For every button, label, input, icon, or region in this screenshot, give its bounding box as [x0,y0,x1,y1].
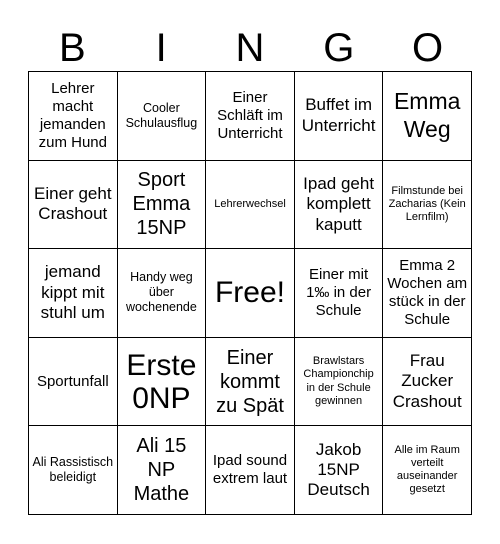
bingo-cell-5-3[interactable]: Ipad sound extrem laut [206,426,295,515]
bingo-cell-1-5[interactable]: Emma Weg [383,72,472,161]
bingo-cell-1-2[interactable]: Cooler Schulausflug [118,72,207,161]
bingo-cell-2-5[interactable]: Filmstunde bei Zacharias (Kein Lernfilm) [383,161,472,250]
bingo-cell-3-3-free[interactable]: Free! [206,249,295,338]
bingo-cell-4-5[interactable]: Frau Zucker Crashout [383,338,472,427]
bingo-board [28,71,472,515]
bingo-cell-5-2[interactable]: Ali 15 NP Mathe [118,426,207,515]
bingo-cell-1-4[interactable]: Buffet im Unterricht [295,72,384,161]
header-letter-b: B [59,26,86,70]
header-letter-i: I [155,26,167,70]
bingo-cell-5-4[interactable]: Jakob 15NP Deutsch [295,426,384,515]
header-letter-n: N [235,26,265,70]
bingo-cell-3-1[interactable]: jemand kippt mit stuhl um [29,249,118,338]
bingo-header [28,18,472,78]
bingo-cell-3-4[interactable]: Einer mit 1‰ in der Schule [295,249,384,338]
bingo-cell-2-1[interactable]: Einer geht Crashout [29,161,118,250]
header-letter-g: G [323,26,355,70]
header-letter-o: O [412,26,444,70]
bingo-cell-4-1[interactable]: Sportunfall [29,338,118,427]
bingo-cell-3-5[interactable]: Emma 2 Wochen am stück in der Schule [383,249,472,338]
bingo-cell-5-1[interactable]: Ali Rassistisch beleidigt [29,426,118,515]
bingo-cell-2-4[interactable]: Ipad geht komplett kaputt [295,161,384,250]
bingo-cell-4-4[interactable]: Brawlstars Championchip in der Schule gewinnen [295,338,384,427]
bingo-cell-4-3[interactable]: Einer kommt zu Spät [206,338,295,427]
bingo-cell-2-2[interactable]: Sport Emma 15NP [118,161,207,250]
bingo-cell-5-5[interactable]: Alle im Raum verteilt auseinander gesetzt [383,426,472,515]
bingo-cell-2-3[interactable]: Lehrerwechsel [206,161,295,250]
bingo-cell-4-2[interactable]: Erste 0NP [118,338,207,427]
bingo-cell-1-1[interactable]: Lehrer macht jemanden zum Hund [29,72,118,161]
bingo-cell-1-3[interactable]: Einer Schläft im Unterricht [206,72,295,161]
bingo-cell-3-2[interactable]: Handy weg über wochenende [118,249,207,338]
